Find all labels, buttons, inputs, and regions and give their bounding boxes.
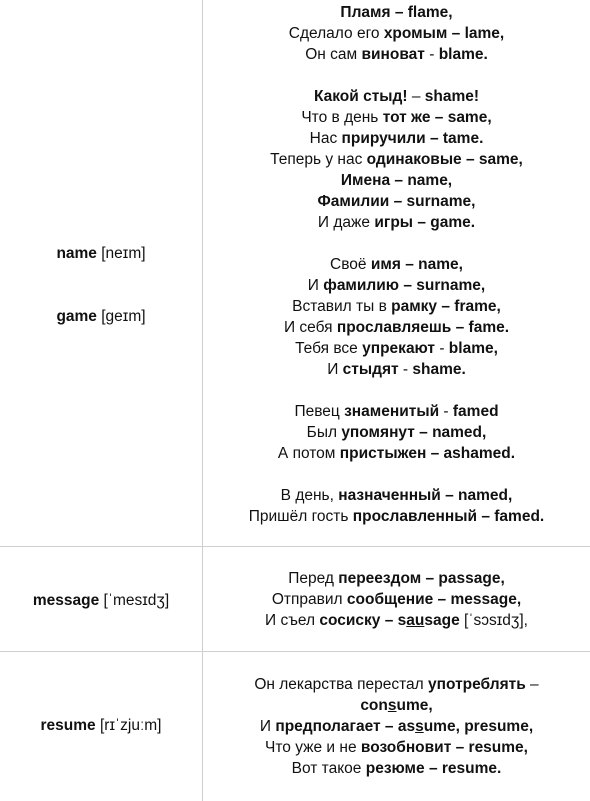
poem-text: В день, [280, 487, 339, 504]
highlighted-phrase: sage [424, 612, 460, 629]
highlighted-phrase: предполагает – as [275, 718, 416, 735]
poem-text: И съел [265, 612, 320, 629]
poem-line [203, 568, 590, 589]
highlighted-phrase: Какой стыд! [313, 88, 408, 105]
poem-line [203, 758, 590, 779]
highlighted-phrase: упрекают [362, 340, 436, 357]
table-row [0, 546, 590, 652]
stanza-gap [203, 65, 590, 86]
english-word: message [32, 592, 100, 609]
poem-text: - [435, 340, 449, 357]
highlighted-phrase: резюме – resume. [365, 760, 502, 777]
word-cell [0, 652, 203, 801]
poem-text: - [439, 403, 453, 420]
poem-text: И [327, 361, 343, 378]
transcription: [rɪˈzjuːm] [99, 717, 162, 734]
word-entry [0, 591, 202, 611]
highlighted-phrase: blame. [438, 46, 488, 63]
poem-text: - [398, 361, 413, 378]
poem-line [203, 212, 590, 233]
poem-text: Пришёл гость [248, 508, 353, 525]
poem-text: Он лекарства перестал [254, 676, 428, 693]
highlighted-phrase: употреблять [428, 676, 526, 693]
poem-line [203, 443, 590, 464]
poem-line [203, 170, 590, 191]
highlighted-phrase: пристыжен – ashamed. [339, 445, 516, 462]
poem-text: Сделало его [288, 25, 384, 42]
highlighted-phrase: blame, [448, 340, 498, 357]
poem-text: [ˈsɔsɪdʒ], [459, 612, 528, 629]
highlighted-phrase: shame! [424, 88, 480, 105]
english-word: resume [40, 717, 96, 734]
poem-cell [203, 652, 590, 801]
transcription: [neɪm] [101, 245, 146, 262]
poem [203, 568, 590, 631]
poem-line [203, 401, 590, 422]
highlighted-phrase: shame. [412, 361, 466, 378]
poem-text: Отправил [271, 591, 347, 608]
highlighted-phrase: одинаковые – same, [366, 151, 523, 168]
highlighted-phrase: приручили – tame. [341, 130, 484, 147]
english-word: game [56, 308, 97, 325]
highlighted-phrase: фамилию – surname, [323, 277, 486, 294]
highlighted-phrase: con [360, 697, 388, 714]
highlighted-phrase: рамку – frame, [391, 298, 501, 315]
poem-text: И [259, 718, 276, 735]
poem-line [203, 254, 590, 275]
poem-text: – [525, 676, 539, 693]
poem-line [203, 2, 590, 23]
highlighted-phrase: стыдят [342, 361, 399, 378]
poem [203, 674, 590, 779]
poem-line [203, 317, 590, 338]
stanza-gap [203, 233, 590, 254]
poem-line [203, 296, 590, 317]
poem-text: Что уже и не [265, 739, 361, 756]
poem-text: Теперь у нас [270, 151, 367, 168]
table-row [0, 651, 590, 801]
poem-line [203, 610, 590, 631]
highlighted-phrase: Фамилии – surname, [317, 193, 476, 210]
word-cell [0, 547, 203, 652]
highlighted-phrase: игры – game. [374, 214, 476, 231]
word-entry [0, 307, 202, 327]
highlighted-phrase: Имена – name, [340, 172, 453, 189]
poem-line [203, 275, 590, 296]
poem-text: – [407, 88, 425, 105]
english-word: name [56, 245, 97, 262]
poem-line [203, 191, 590, 212]
highlighted-phrase: упомянут – named, [341, 424, 487, 441]
highlighted-phrase: виноват [361, 46, 425, 63]
highlighted-phrase: сообщение – message, [346, 591, 522, 608]
highlighted-phrase: тот же – same, [382, 109, 492, 126]
highlighted-phrase: Пламя – flame, [340, 4, 453, 21]
poem-text: И даже [317, 214, 375, 231]
highlighted-phrase: переездом – passage, [338, 570, 505, 587]
highlighted-phrase: назначенный – named, [338, 487, 513, 504]
highlighted-phrase: знаменитый [344, 403, 440, 420]
highlighted-phrase: ume, presume, [423, 718, 534, 735]
poem-line [203, 44, 590, 65]
poem [203, 2, 590, 527]
poem-line [203, 149, 590, 170]
stanza-gap [203, 464, 590, 485]
poem-text: Нас [309, 130, 342, 147]
poem-line [203, 716, 590, 737]
poem-text: И [307, 277, 324, 294]
poem-text: Вот такое [291, 760, 366, 777]
poem-cell [203, 0, 590, 546]
poem-line [203, 23, 590, 44]
poem-line [203, 422, 590, 443]
highlighted-phrase: хромым – lame, [383, 25, 505, 42]
word-entry [0, 244, 202, 264]
poem-line [203, 674, 590, 695]
poem-text: И себя [283, 319, 337, 336]
poem-line [203, 128, 590, 149]
poem-line [203, 338, 590, 359]
poem-text: Был [306, 424, 342, 441]
poem-text: А потом [277, 445, 340, 462]
transcription: [geɪm] [101, 308, 146, 325]
poem-text: Своё [330, 256, 371, 273]
stanza-gap [203, 380, 590, 401]
highlighted-phrase: имя – name, [370, 256, 463, 273]
poem-text: - [424, 46, 439, 63]
highlighted-phrase: au [406, 612, 425, 629]
poem-text: Певец [294, 403, 345, 420]
poem-line [203, 107, 590, 128]
word-entry [0, 716, 202, 736]
highlighted-phrase: s [387, 697, 397, 714]
poem-text: Перед [288, 570, 339, 587]
poem-text: Тебя все [295, 340, 363, 357]
poem-line [203, 589, 590, 610]
highlighted-phrase: famed [452, 403, 499, 420]
poem-line [203, 359, 590, 380]
word-cell [0, 0, 203, 546]
highlighted-phrase: сосиску – s [319, 612, 407, 629]
highlighted-phrase: прославляешь – fame. [336, 319, 510, 336]
highlighted-phrase: s [415, 718, 424, 735]
poem-line [203, 485, 590, 506]
poem-line [203, 695, 590, 716]
poem-text: Вставил ты в [292, 298, 392, 315]
highlighted-phrase: прославленный – famed. [352, 508, 545, 525]
poem-cell [203, 547, 590, 652]
poem-text: Он сам [305, 46, 362, 63]
highlighted-phrase: возобновит – resume, [360, 739, 528, 756]
poem-line [203, 86, 590, 107]
transcription: [ˈmesɪdʒ] [103, 592, 170, 609]
poem-line [203, 737, 590, 758]
poem-text: Что в день [301, 109, 383, 126]
poem-line [203, 506, 590, 527]
highlighted-phrase: ume, [396, 697, 433, 714]
